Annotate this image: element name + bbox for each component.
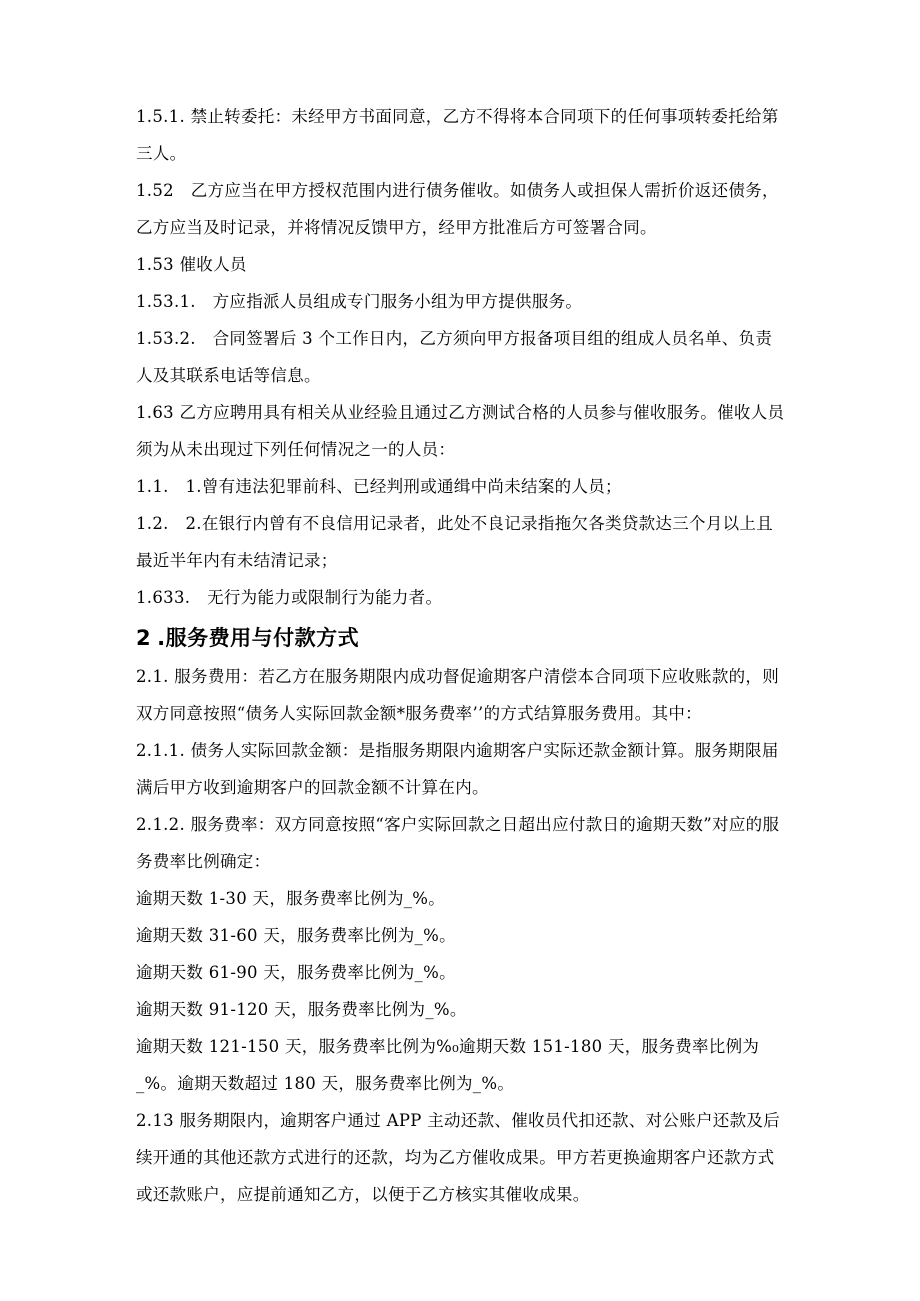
clause-1-52: 1.52 乙方应当在甲方授权范围内进行债务催收。如债务人或担保人需折价返还债务，乙方应当及时记录，并将情况反馈甲方，经甲方批准后方可签署合同。	[136, 181, 779, 237]
rate-tier-2: 逾期天数 31-60 天，服务费率比例为_%。	[136, 926, 456, 945]
clause-1-63: 1.63 乙方应聘用具有相关从业经验且通过乙方测试合格的人员参与催收服务。催收人员须为从未出现过下列任何情况之一的人员：	[136, 403, 785, 459]
clause-2-1-2: 2.1.2. 服务费率：双方同意按照“客户实际回款之日超出应付款日的逾期天数”对应的服务费率比例确定：	[136, 815, 780, 871]
clause-1-2: 1.2. 2.在银行内曾有不良信用记录者，此处不良记录指拖欠各类贷款达三个月以上且最近半年内有未结清记录；	[136, 514, 774, 570]
clause-1-53-2: 1.53.2. 合同签署后 3 个工作日内，乙方须向甲方报备项目组的组成人员名单、负责人及其联系电话等信息。	[136, 329, 773, 385]
clause-1-53-1: 1.53.1. 方应指派人员组成专门服务小组为甲方提供服务。	[136, 292, 583, 311]
clause-2-1: 2.1. 服务费用：若乙方在服务期限内成功督促逾期客户清偿本合同项下应收账款的，则双方同意按照“债务人实际回款金额*服务费率’’的方式结算服务费用。其中：	[136, 667, 780, 723]
clause-2-1-1: 2.1.1. 债务人实际回款金额：是指服务期限内逾期客户实际还款金额计算。服务期限届满后甲方收到逾期客户的回款金额不计算在内。	[136, 741, 779, 797]
clause-1-53: 1.53 催收人员	[136, 255, 247, 274]
clause-1-5-1: 1.5.1. 禁止转委托：未经甲方书面同意，乙方不得将本合同项下的任何事项转委托给第三人。	[136, 107, 779, 163]
rate-tier-1: 逾期天数 1-30 天，服务费率比例为_%。	[136, 889, 446, 908]
rate-tier-5-6-7: 逾期天数 121-150 天，服务费率比例为%₀逾期天数 151-180 天，服务费率比例为_%。逾期天数超过 180 天，服务费率比例为_%。	[136, 1037, 760, 1093]
clause-1-633: 1.633. 无行为能力或限制行为能力者。	[136, 588, 443, 607]
rate-tier-3: 逾期天数 61-90 天，服务费率比例为_%。	[136, 963, 456, 982]
section-number: 2	[136, 626, 152, 650]
clause-2-13: 2.13 服务期限内，逾期客户通过 APP 主动还款、催收员代扣还款、对公账户还款及后续开通的其他还款方式进行的还款，均为乙方催收成果。甲方若更换逾期客户还款方式或还款账户，应提前通知乙方，以便于乙方核实其催收成果。	[136, 1111, 780, 1204]
rate-tier-4: 逾期天数 91-120 天，服务费率比例为_%。	[136, 1000, 467, 1019]
clause-1-1: 1.1. 1.曾有违法犯罪前科、已经判刑或通缉中尚未结案的人员；	[136, 477, 622, 496]
section-title: .服务费用与付款方式	[157, 626, 360, 650]
section-heading	[136, 618, 786, 658]
document-page	[136, 98, 786, 1213]
